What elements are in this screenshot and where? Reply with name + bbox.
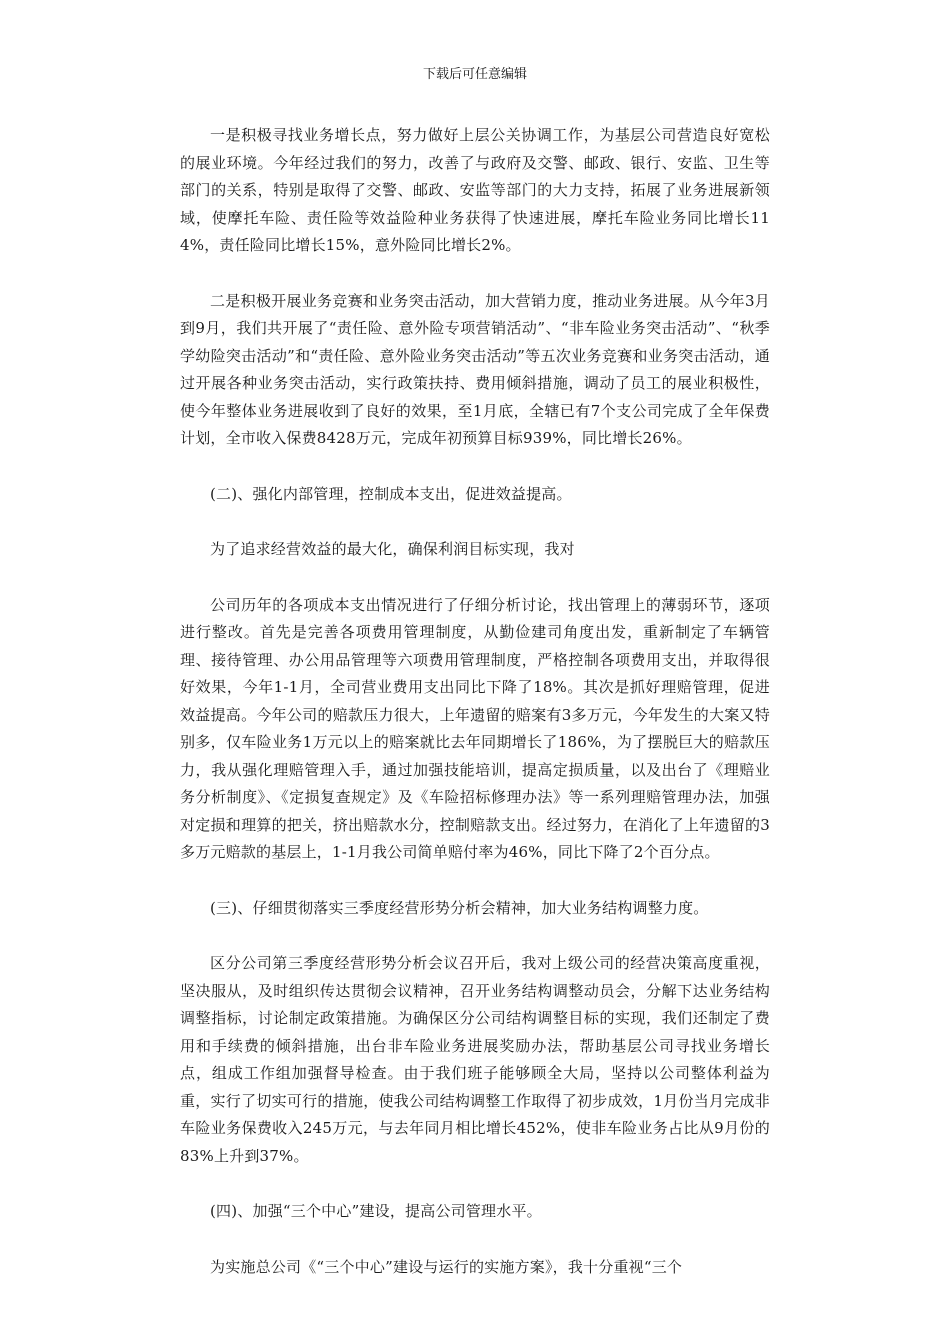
paragraph-cost-control: 公司历年的各项成本支出情况进行了仔细分析讨论，找出管理上的薄弱环节，逐项进行整改。首先是完善各项费用管理制度，从勤俭建司角度出发，重新制定了车辆管理、接待管理、办公用品管理等六项费用管理制度，严格控制各项费用支出，并取得很好效果，今年1-1月，全司营业费用支出同比下降了18%。其次是抓好理赔管理，促进效益提高。今年公司的赔款压力很大，上年遗留的赔案有3多万元，今年发生的大案又特别多，仅车险业务1万元以上的赔案就比去年同期增长了186%，为了摆脱巨大的赔款压力，我从强化理赔管理入手，通过加强技能培训，提高定损质量，以及出台了《理赔业务分析制度》、《定损复查规定》及《车险招标修理办法》等一系列理赔管理办法，加强对定损和理算的把关，挤出赔款水分，控制赔款支出。经过努力，在消化了上年遗留的3多万元赔款的基层上，1-1月我公司简单赔付率为46%，同比下降了2个百分点。 bbox=[180, 595, 770, 861]
paragraph-structure-adjustment: 区分公司第三季度经营形势分析会议召开后，我对上级公司的经营决策高度重视，坚决服从，及时组织传达贯彻会议精神，召开业务结构调整动员会，分解下达业务结构调整指标，讨论制定政策措施。为确保区分公司结构调整目标的实现，我们还制定了费用和手续费的倾斜措施，出台非车险业务进展奖励办法，帮助基层公司寻找业务增长点，组成工作组加强督导检查。由于我们班子能够顾全大局，坚持以公司整体利益为重，实行了切实可行的措施，使我公司结构调整工作取得了初步成效，1月份当月完成非车险业务保费收入245万元，与去年同月相比增长452%，使非车险业务占比从9月份的83%上升到37%。 bbox=[180, 954, 770, 1165]
section-heading-structure-adjustment: (三)、仔细贯彻落实三季度经营形势分析会精神，加大业务结构调整力度。 bbox=[210, 898, 709, 917]
section-heading-internal-management: (二)、强化内部管理，控制成本支出，促进效益提高。 bbox=[210, 484, 572, 503]
document-body bbox=[180, 122, 770, 1309]
section-heading-three-centers: (四)、加强“三个中心”建设，提高公司管理水平。 bbox=[210, 1202, 542, 1220]
paragraph-sales-campaigns: 二是积极开展业务竞赛和业务突击活动，加大营销力度，推动业务进展。从今年3月到9月，我们共开展了“责任险、意外险专项营销活动”、“非车险业务突击活动”、“秋季学幼险突击活动”和“责任险、意外险业务突击活动”等五次业务竞赛和业务突击活动，通过开展各种业务突击活动，实行政策扶持、费用倾斜措施，调动了员工的展业积极性，使今年整体业务进展收到了良好的效果，至1月底，全辖已有7个支公司完成了全年保费计划，全市收入保费8428万元，完成年初预算目标939%，同比增长26%。 bbox=[180, 291, 770, 447]
page-header: 下载后可任意编辑 bbox=[422, 67, 527, 82]
paragraph-business-growth: 一是积极寻找业务增长点，努力做好上层公关协调工作，为基层公司营造良好宽松的展业环境。今年经过我们的努力，改善了与政府及交警、邮政、银行、安监、卫生等部门的关系，特别是取得了交警、邮政、安监等部门的大力支持，拓展了业务进展新领域，使摩托车险、责任险等效益险种业务获得了快速进展，摩托车险业务同比增长114%，责任险同比增长15%，意外险同比增长2%。 bbox=[180, 126, 770, 254]
paragraph-profit-target: 为了追求经营效益的最大化，确保利润目标实现，我对 bbox=[210, 540, 575, 558]
paragraph-three-centers: 为实施总公司《“三个中心”建设与运行的实施方案》，我十分重视“三个 bbox=[210, 1257, 683, 1276]
